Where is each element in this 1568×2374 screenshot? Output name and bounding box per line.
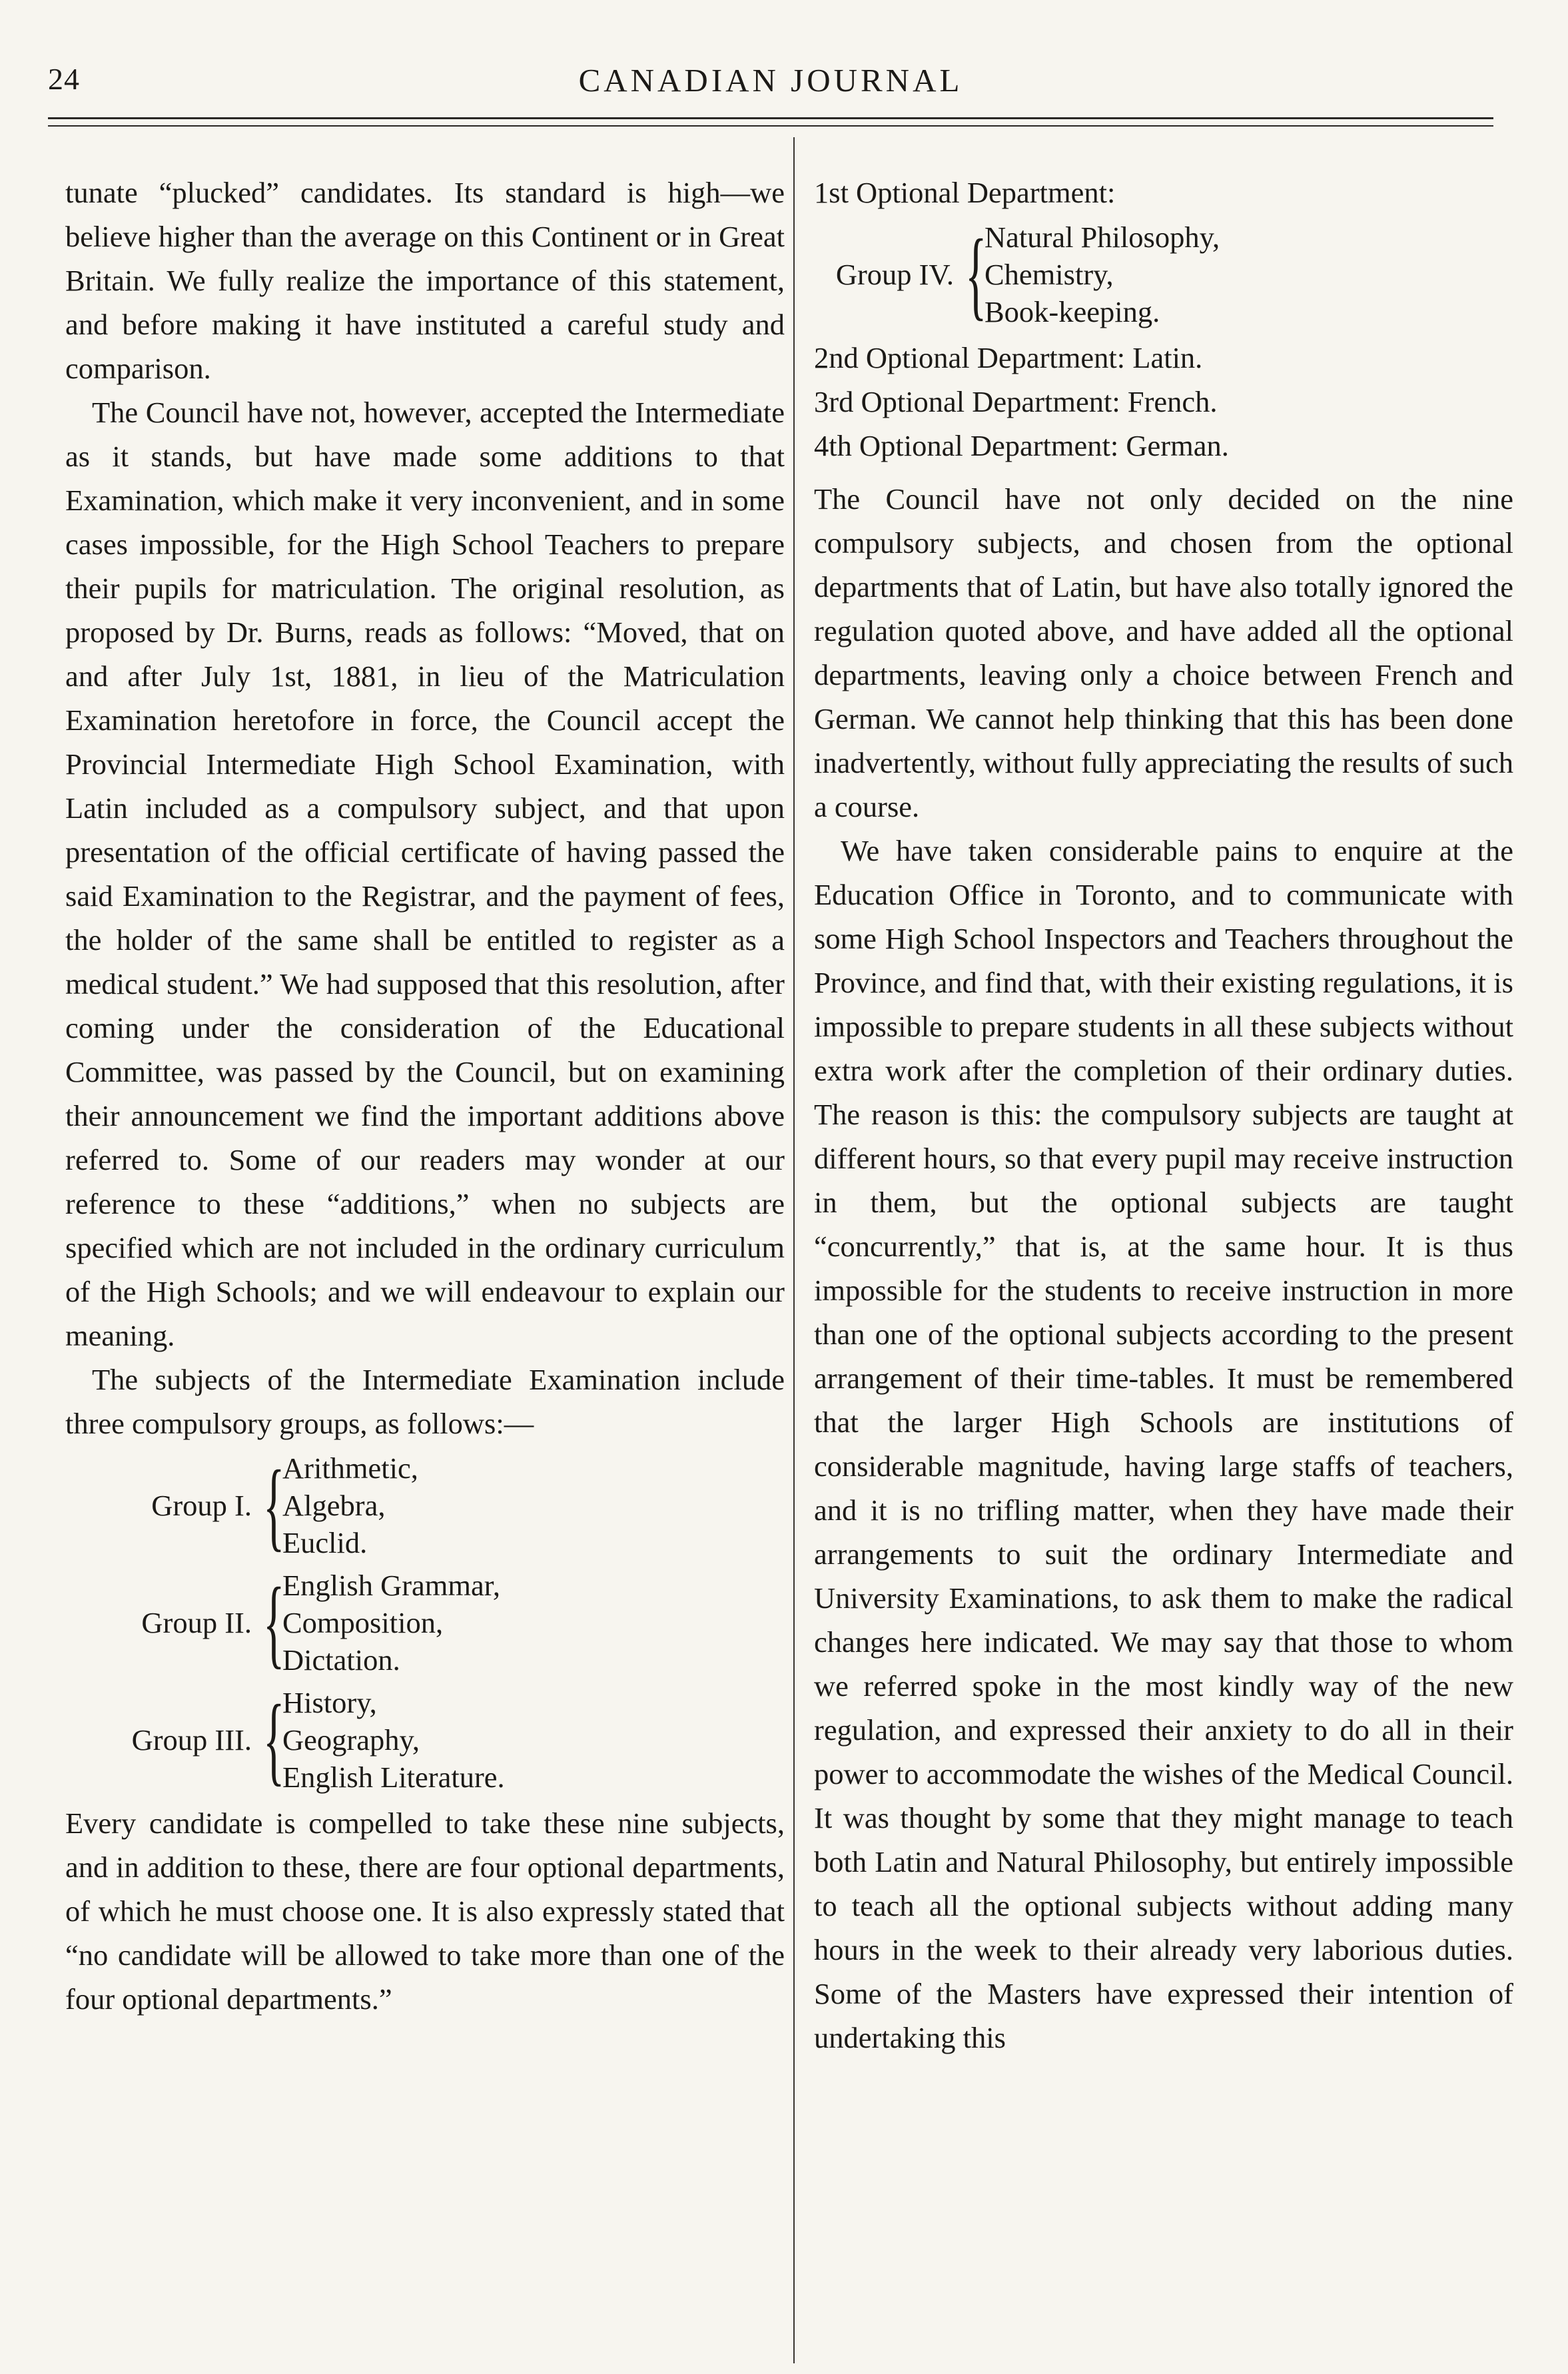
group-items (282, 1567, 500, 1679)
subject-group (814, 218, 1513, 330)
group-item: Arithmetic, (282, 1451, 418, 1485)
group-item: Natural Philosophy, (984, 220, 1220, 254)
header-rule-secondary (48, 125, 1493, 127)
group-item: Composition, (282, 1606, 444, 1639)
group-label: Group II. (141, 1606, 252, 1639)
page-number: 24 (48, 62, 80, 96)
subject-group (65, 1449, 785, 1561)
paragraph: The Council have not, however, accepted the Intermediate as it stands, but have made some additions to that Examination, which make it very inconvenient, and in some cases impossible, for the High School Teachers to prepare their pupils for matriculation. The original resolution, as proposed by Dr. Burns, reads as follows: “Moved, that on and after July 1st, 1881, in lieu of the Matriculation Examination heretofore in force, the Council accept the Provincial Intermediate High School Examination, with Latin included as a compulsory subject, and that upon presentation of the official certificate of having passed the said Examination to the Registrar, and the payment of fees, the holder of the same shall be entitled to register as a medical student.” We had supposed that this resolution, after coming under the consideration of the Educational Committee, was passed by the Council, but on examining their announcement we find the important additions above referred to. Some of our readers may wonder at our reference to these “additions,” when no subjects are specified which are not included in the ordinary curriculum of the High Schools; and we will endeavour to explain our meaning. (65, 396, 785, 1352)
group-item: Chemistry, (984, 258, 1114, 291)
brace-icon: { (263, 1567, 285, 1678)
column-divider (793, 137, 795, 2363)
group-items (282, 1684, 505, 1796)
paragraph: We have taken considerable pains to enquire at the Education Office in Toronto, and to communicate with some High School Inspectors and Teachers throughout the Province, and find that, with their existing regulations, it is impossible to prepare students in all these subjects without extra work after the completion of their ordinary duties. The reason is this: the compulsory subjects are taught at different hours, so that every pupil may receive instruction in them, but the optional subjects are taught “concurrently,” that is, at the same hour. It is thus impossible for the students to receive instruction in more than one of the optional subjects according to the present arrangement of their time-tables. It must be remembered that the larger High Schools are institutions of considerable magnitude, having large staffs of teachers, and it is no trifling matter, when they have made their arrangements to suit the ordinary Intermediate and University Examinations, to ask them to make the radical changes here indicated. We may say that those to whom we referred spoke in the most kindly way of the new regulation, and expressed their anxiety to do all in their power to accommodate the wishes of the Medical Council. It was thought by some that they might manage to teach both Latin and Natural Philosophy, but entirely impossible to teach all the optional subjects without adding many hours in the week to their already very laborious duties. Some of the Masters have expressed their intention of undertaking this (814, 834, 1513, 2054)
group-item: English Literature. (282, 1761, 505, 1794)
group-item: English Grammar, (282, 1569, 500, 1602)
optional-department: 3rd Optional Department: French. (814, 385, 1218, 418)
group-label: Group I. (151, 1489, 252, 1522)
page-header (48, 61, 1493, 108)
group-items (984, 218, 1220, 330)
paragraph: The Council have not only decided on the nine compulsory subjects, and chosen from the optional departments that of Latin, but have also totally ignored the regulation quoted above, and have added all the optional departments, leaving only a choice between French and German. We cannot help thinking that this has been done inadvertently, without fully appreciating the results of such a course. (814, 482, 1514, 823)
group-label: Group IV. (835, 258, 954, 291)
optional-department: 2nd Optional Department: Latin. (814, 341, 1203, 374)
right-column (814, 171, 1513, 2060)
group-item: Geography, (282, 1723, 420, 1757)
group-item: History, (282, 1686, 377, 1719)
brace-icon: { (263, 1450, 285, 1561)
group-item: Book-keeping. (984, 295, 1160, 328)
group-item: Euclid. (282, 1526, 368, 1559)
header-rule (48, 117, 1493, 119)
running-title: CANADIAN JOURNAL (578, 62, 963, 99)
subject-group (65, 1684, 785, 1796)
brace-icon: { (965, 219, 987, 330)
subject-group (65, 1567, 785, 1679)
paragraph: The subjects of the Intermediate Examination include three compulsory groups, as follows:— (65, 1363, 785, 1440)
brace-icon: { (263, 1685, 285, 1795)
group-items (282, 1449, 418, 1561)
left-column (65, 171, 785, 2021)
optional-department: 4th Optional Department: German. (814, 429, 1229, 462)
group-item: Dictation. (282, 1643, 400, 1677)
paragraph: Every candidate is compelled to take these nine subjects, and in addition to these, there are four optional departments, of which he must choose one. It is also expressly stated that “no candidate will be allowed to take more than one of the four optional departments.” (65, 1806, 785, 2016)
paragraph: tunate “plucked” candidates. Its standard is high—we believe higher than the average on this Continent or in Great Britain. We fully realize the importance of this statement, and before making it have instituted a careful study and comparison. (65, 176, 785, 385)
optional-department-heading: 1st Optional Department: (814, 176, 1116, 209)
group-item: Algebra, (282, 1489, 386, 1522)
group-label: Group III. (131, 1723, 252, 1757)
